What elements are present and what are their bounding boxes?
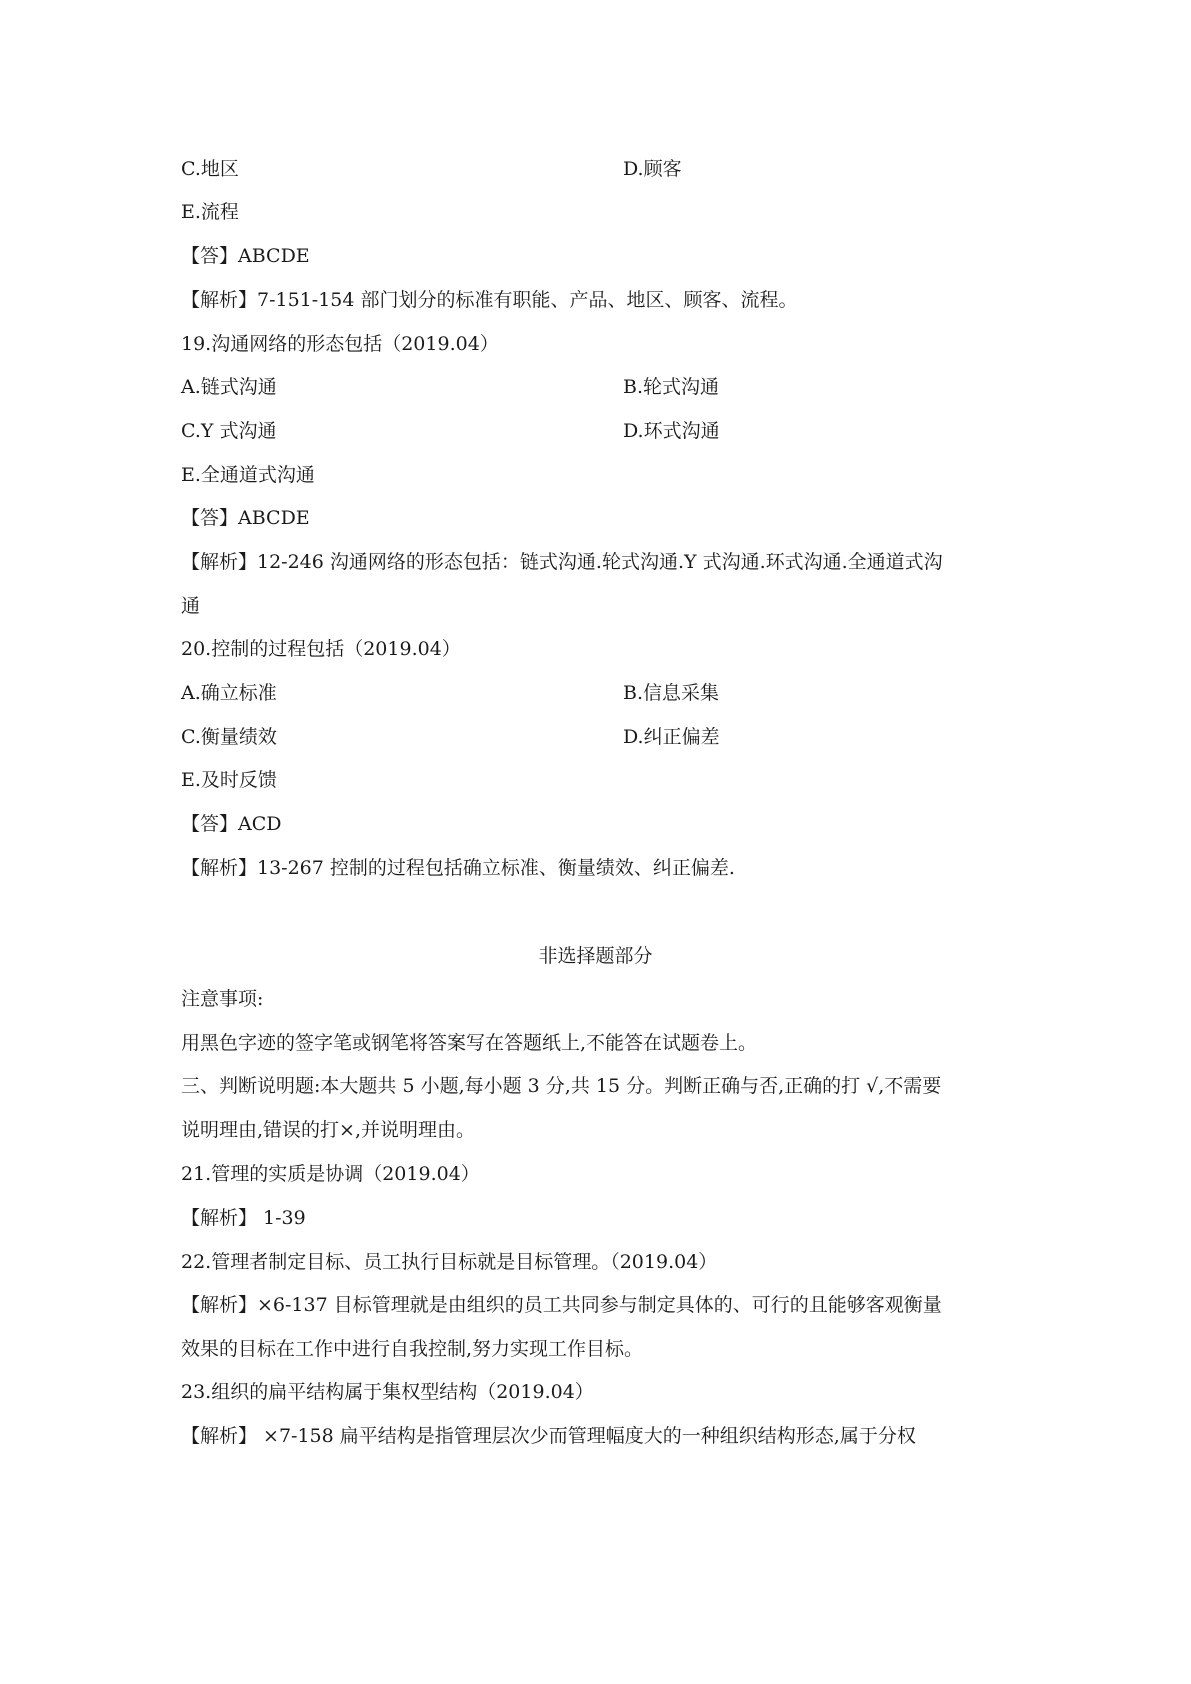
section-title: 非选择题部分: [538, 945, 653, 967]
q22-question: 22.管理者制定目标、员工执行目标就是目标管理。（2019.04）: [181, 1251, 718, 1273]
q20-option-d: D.纠正偏差: [623, 726, 720, 748]
q22-analysis-line2: 效果的目标在工作中进行自我控制,努力实现工作目标。: [181, 1338, 644, 1360]
q20-option-e: E.及时反馈: [181, 769, 277, 791]
q19-analysis-line1: 【解析】12-246 沟通网络的形态包括：链式沟通.轮式沟通.Y 式沟通.环式沟通.全通道式沟: [181, 551, 943, 573]
q20-analysis: 【解析】13-267 控制的过程包括确立标准、衡量绩效、纠正偏差.: [181, 857, 735, 879]
q19-options-cd: [181, 417, 720, 445]
q21-analysis: 【解析】 1-39: [181, 1207, 306, 1229]
q18-analysis: 【解析】7-151-154 部门划分的标准有职能、产品、地区、顾客、流程。: [181, 289, 798, 311]
q23-analysis-line1: 【解析】 ×7-158 扁平结构是指管理层次少而管理幅度大的一种组织结构形态,属于分权: [181, 1425, 916, 1447]
q21-question: 21.管理的实质是协调（2019.04）: [181, 1163, 480, 1185]
notice-text: 用黑色字迹的签字笔或钢笔将答案写在答题纸上,不能答在试题卷上。: [181, 1032, 758, 1054]
q19-options-ab: [181, 373, 720, 401]
q20-options-ab: [181, 679, 720, 707]
q19-option-b: B.轮式沟通: [623, 376, 720, 398]
q20-option-c: C.衡量绩效: [181, 726, 277, 748]
q19-option-d: D.环式沟通: [623, 420, 720, 442]
notice-label: 注意事项:: [181, 988, 264, 1010]
q19-question: 19.沟通网络的形态包括（2019.04）: [181, 333, 499, 355]
part3-instructions-line2: 说明理由,错误的打×,并说明理由。: [181, 1119, 475, 1141]
q20-option-a: A.确立标准: [181, 682, 277, 704]
q22-analysis-line1: 【解析】×6-137 目标管理就是由组织的员工共同参与制定具体的、可行的且能够客观衡量: [181, 1294, 942, 1316]
q23-question: 23.组织的扁平结构属于集权型结构（2019.04）: [181, 1381, 594, 1403]
q19-analysis-line2: 通: [181, 595, 201, 617]
q19-answer: 【答】ABCDE: [181, 507, 310, 529]
q20-question: 20.控制的过程包括（2019.04）: [181, 638, 461, 660]
q18-answer: 【答】ABCDE: [181, 245, 310, 267]
q20-options-cd: [181, 723, 720, 751]
q18-option-e: E.流程: [181, 201, 239, 223]
part3-instructions-line1: 三、判断说明题:本大题共 5 小题,每小题 3 分,共 15 分。判断正确与否,正确的打 √,不需要: [181, 1075, 942, 1097]
q20-option-b: B.信息采集: [623, 682, 720, 704]
q19-option-e: E.全通道式沟通: [181, 464, 315, 486]
q19-option-c: C.Y 式沟通: [181, 420, 277, 442]
q20-answer: 【答】ACD: [181, 813, 282, 835]
q19-option-a: A.链式沟通: [181, 376, 277, 398]
q18-options-cd: [181, 155, 682, 183]
q18-option-c: C.地区: [181, 158, 239, 180]
q18-option-d: D.顾客: [623, 158, 682, 180]
